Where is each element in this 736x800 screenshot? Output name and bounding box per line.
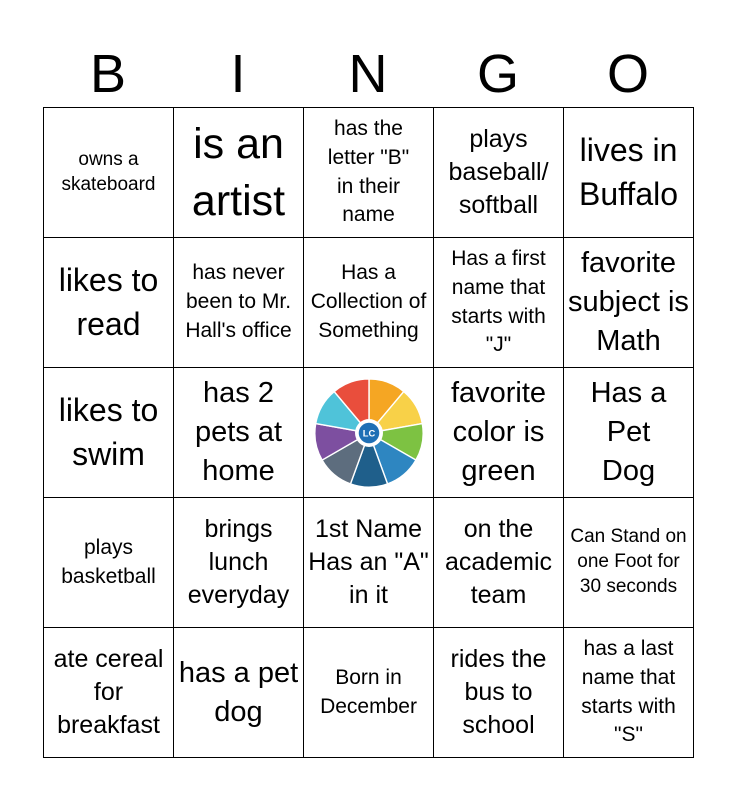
cell-text: likes to read xyxy=(58,261,159,342)
free-space-cell[interactable] xyxy=(304,368,434,498)
bingo-header xyxy=(43,40,693,108)
cell-text: owns a skateboard xyxy=(61,148,156,195)
header-letter-o: O xyxy=(606,44,649,104)
bingo-cell[interactable] xyxy=(434,238,564,368)
logo-badge-text: LC xyxy=(362,428,375,439)
cell-text: on the academic team xyxy=(445,514,552,610)
cell-text: has the letter "B" in their name xyxy=(327,116,410,227)
cell-text: Has a first name that starts with "J" xyxy=(451,246,546,357)
bingo-cell[interactable] xyxy=(434,628,564,758)
bingo-cell[interactable] xyxy=(304,108,434,238)
header-letter-g: G xyxy=(476,44,519,104)
header-letter-b: B xyxy=(89,44,127,104)
cell-text: plays basketball xyxy=(61,535,156,588)
header-letter-i: I xyxy=(230,44,246,104)
bingo-cell[interactable] xyxy=(564,238,694,368)
bingo-cell[interactable] xyxy=(174,238,304,368)
cell-text: likes to swim xyxy=(58,391,159,472)
bingo-cell[interactable] xyxy=(434,498,564,628)
bingo-cell[interactable] xyxy=(174,108,304,238)
cell-text: has a pet dog xyxy=(178,656,299,728)
bingo-cell[interactable] xyxy=(434,368,564,498)
bingo-cell[interactable] xyxy=(44,108,174,238)
cell-text: ate cereal for breakfast xyxy=(53,644,164,740)
cell-text: is an artist xyxy=(191,119,286,225)
bingo-cell[interactable] xyxy=(304,628,434,758)
cell-text: has 2 pets at home xyxy=(194,377,283,487)
cell-text: Has a Pet Dog xyxy=(590,377,667,487)
cell-text: Can Stand on one Foot for 30 seconds xyxy=(570,526,687,597)
cell-text: plays baseball/ softball xyxy=(448,124,549,220)
cell-text: has a last name that starts with "S" xyxy=(581,636,676,747)
cell-text: rides the bus to school xyxy=(450,644,547,740)
bingo-cell[interactable] xyxy=(304,238,434,368)
bingo-cell[interactable] xyxy=(174,498,304,628)
cell-text: brings lunch everyday xyxy=(187,514,290,610)
cell-text: favorite subject is Math xyxy=(568,247,689,357)
bingo-cell[interactable] xyxy=(174,628,304,758)
center-logo xyxy=(313,377,425,489)
cell-text: favorite color is green xyxy=(450,377,547,487)
bingo-cell[interactable] xyxy=(564,368,694,498)
cell-text: Has a Collection of Something xyxy=(310,261,427,342)
bingo-cell[interactable] xyxy=(44,238,174,368)
bingo-cell[interactable] xyxy=(44,368,174,498)
cell-text: 1st Name Has an "A" in it xyxy=(308,514,429,610)
bingo-cell[interactable] xyxy=(564,628,694,758)
header-letter-n: N xyxy=(348,44,388,104)
bingo-cell[interactable] xyxy=(44,498,174,628)
bingo-cell[interactable] xyxy=(174,368,304,498)
cell-text: Born in December xyxy=(320,665,417,718)
bingo-cell[interactable] xyxy=(564,498,694,628)
bingo-cell[interactable] xyxy=(44,628,174,758)
bingo-cell[interactable] xyxy=(434,108,564,238)
cell-text: lives in Buffalo xyxy=(578,131,679,212)
bingo-cell[interactable] xyxy=(564,108,694,238)
cell-text: has never been to Mr. Hall's office xyxy=(185,261,292,342)
bingo-cell[interactable] xyxy=(304,498,434,628)
bingo-board xyxy=(43,107,694,758)
